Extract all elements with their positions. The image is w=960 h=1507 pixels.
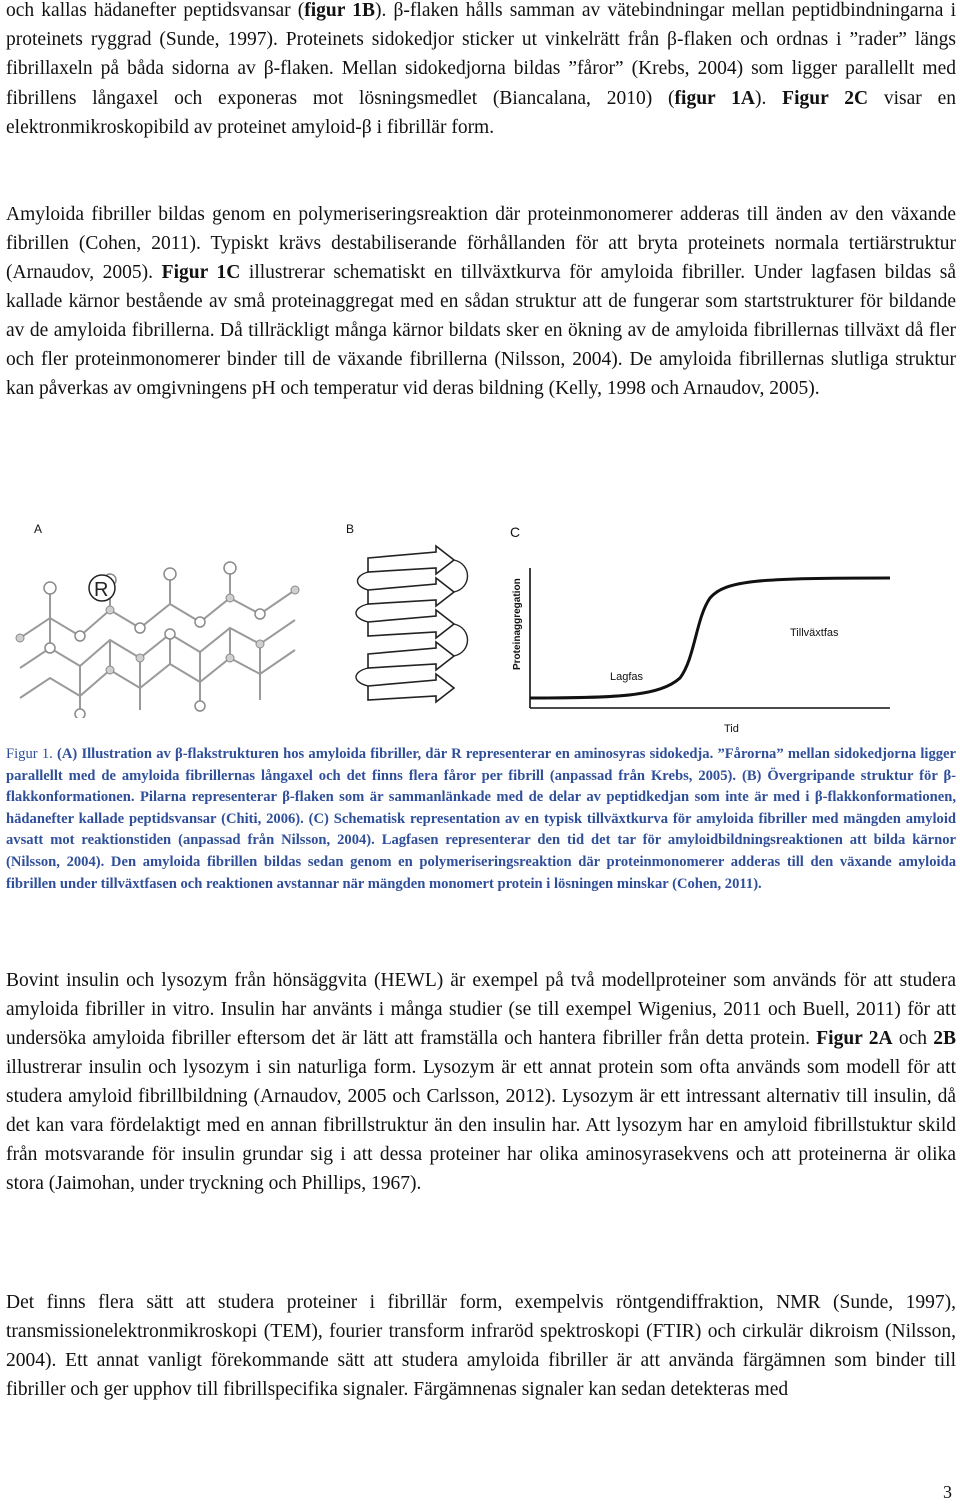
growth-phase-label: Tillväxtfas [790,627,839,639]
figure-reference: figur 1A [674,87,755,109]
text-segment: ). [754,87,783,109]
growth-curve-chart [500,518,900,738]
text-segment: visar en elektronmikroskopibild av proteinet amyloid-β i fibrillär form. [6,87,956,138]
y-axis-label: Proteinaggregation [512,578,523,670]
beta-sheet-illustration [10,518,310,718]
text-segment: illustrerar insulin och lysozym i sin naturliga form. Lysozym är ett annat protein som ofta används som modell för att studera amyloid fibrillbildning (Arnaudov, 2005 och Carlsson, 2012). Lysozym är ett intressant alternativ till insulin, då det kan vara fördelaktigt med en annan fibrillstruktur än den insulin har. Att lysozym har en amyloid fibrillstuktur skild från motsvarande för insulin grundar sig i att dessa proteiner har olika aminosyrasekvens och att proteinerna är olika stora (Jaimohan, under tryckning och Phillips, 1967). [6,1057,956,1194]
figure-1-caption [6,744,956,895]
figure-reference: Figur 2A [816,1028,893,1049]
figure-panel-a [10,518,310,718]
panel-b-label: B [346,522,355,536]
text-segment: Det finns flera sätt att studera proteiner i fibrillär form, exempelvis röntgendiffraktion, NMR (Sunde, 1997), transmissionelektronmikroskopi (TEM), fourier transform infraröd spektroskopi (FTIR) och cirkulär dikroism (Nilsson, 2004). Ett annat vanligt förekommande sätt att studera amyloida fibriller är att använda färgämnen som binder till fibriller och ger upphov till fibrillspecifika signaler. Färgämnenas signaler kan sedan detekteras med [6,1292,956,1400]
text-segment: ). β-flaken hålls samman av vätebindningar mellan peptidbindningarna i proteinets ryggrad (Sunde, 1997). Proteinets sidokedjor sticker ut vinkelrätt från β-flaken och ordnas i ”rader” längs fibrillaxeln på båda sidorna av β-flaken. Mellan sidokedjorna bildas ”fåror” (Krebs, 2004) som ligger parallellt med fibrillens långaxel och exponeras mot lösningsmedlet (Biancalana, 2010) ( [6,0,956,109]
figure-reference: 2B [933,1028,957,1049]
figure-reference: figur 1B [304,0,375,21]
panel-c-label: C [510,524,521,540]
text-segment: Bovint insulin och lysozym från hönsäggvita (HEWL) är exempel på två modellproteiner som används för att studera amyloida fibriller in vitro. Insulin har använts i många studier (se till exempel Wigenius, 2011 och Buell, 2011) för att undersöka amyloida fibriller eftersom det är lätt att framställa och hantera fibriller från detta protein. [6,970,956,1049]
r-label: R [94,579,109,601]
caption-text: (A) Illustration av β-flakstrukturen hos amyloida fibriller, där R representerar en aminosyras sidokedja. ”Fårorna” mellan sidokedjorna ligger parallellt med de amyloida fibrillernas långaxel och det finns flera fåror per fibrill (anpassad från Krebs, 2005). (B) Övergripande struktur för β-flakkonformationen. Pilarna representerar β-flaken som är sammanlänkade med de delar av peptidkedjan som inte är med i β-flakkonformationen, hädanefter kallade peptidsvansar (Chiti, 2006). (C) Schematisk representation av en typisk tillväxtkurva för amyloida fibriller med mängden amyloid avsatt mot reaktionstiden (anpassad från Nilsson, 2004). Lagfasen representerar den tid det tar för amyloidbildningsreaktionen att bilda kärnor (Nilsson, 2004). Den amyloida fibrillen bildas sedan genom en polymeriseringsreaktion där proteinmonomerer adderas till den växande amyloida fibrillen under tillväxtfasen och reaktionen avstannar när mängden monomert protein i lösningen minskar (Cohen, 2011). [6,746,956,892]
page-number: 3 [943,1482,952,1502]
figure-reference: Figur 2C [782,87,869,109]
text-segment: illustrerar schematiskt en tillväxtkurva för amyloida fibriller. Under lagfasen bildas så kallade kärnor bestående av små proteinaggregat med en sådan struktur att de fungerar som startstrukturer för bildande av de amyloida fibrillerna. Då tillräckligt många kärnor bildats sker en ökning av de amyloida fibrillernas tillväxt då fler och fler proteinmonomerer binder till de växande fibrillerna (Nilsson, 2004). De amyloida fibrillernas slutliga struktur kan påverkas av omgivningens pH och temperatur vid deras bildning (Kelly, 1998 och Arnaudov, 2005). [6,262,957,399]
paragraph-1 [6,0,956,142]
figure-reference: Figur 1C [161,262,241,283]
text-segment: och [892,1028,934,1049]
x-axis-label: Tid [724,723,739,735]
lag-phase-label: Lagfas [610,671,644,683]
paragraph-4 [6,1288,956,1404]
panel-a-label: A [34,522,43,536]
text-segment: Amyloida fibriller bildas genom en polymeriseringsreaktion där proteinmonomerer adderas till änden av den växande fibrillen (Cohen, 2011). Typiskt krävs destabiliserande förhållanden för att bryta proteinets normala tertiärstruktur (Arnaudov, 2005). [6,204,956,283]
text-segment: och kallas hädanefter peptidsvansar ( [6,0,305,21]
paragraph-3 [6,966,956,1198]
caption-lead: Figur 1. [6,746,53,762]
figure-panel-c [500,518,900,738]
beta-sheet-arrows [336,518,486,718]
paragraph-2 [6,200,956,403]
figure-panel-b [336,518,486,718]
